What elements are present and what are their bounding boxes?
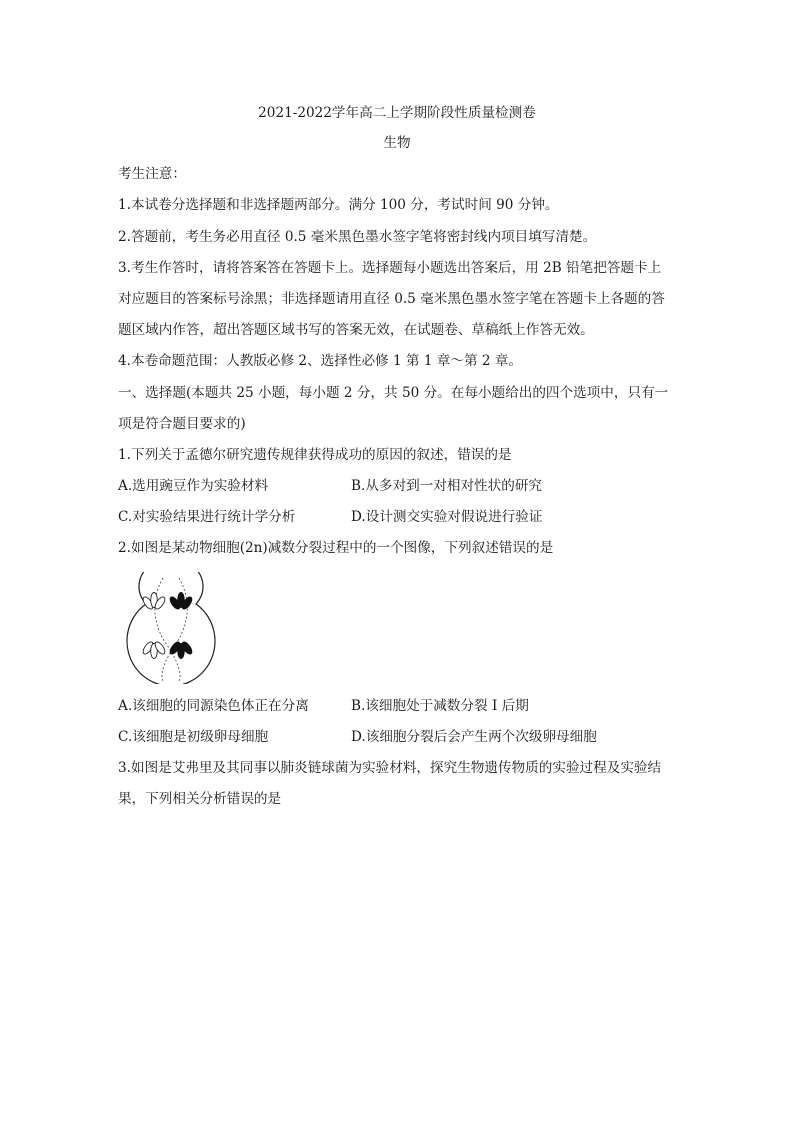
q1-option-b[interactable]: B.从多对到一对相对性状的研究	[351, 478, 543, 494]
cell-division-figure	[121, 572, 221, 684]
chromosome-black-upper	[168, 593, 193, 611]
question-3-stem: 3.如图是艾弗里及其同事以肺炎链球菌为实验材料，探究生物遗传物质的实验过程及实验结	[118, 760, 662, 776]
cell-membrane	[127, 572, 215, 684]
q2-option-d[interactable]: D.该细胞分裂后会产生两个次级卵母细胞	[351, 729, 597, 745]
q2-option-a[interactable]: A.该细胞的同源染色体正在分离	[118, 698, 309, 714]
question-1-stem: 1.下列关于孟德尔研究遗传规律获得成功的原因的叙述，错误的是	[118, 447, 512, 463]
exam-title: 2021-2022学年高二上学期阶段性质量检测卷	[258, 105, 536, 121]
question-2-stem: 2.如图是某动物细胞(2n)减数分裂过程中的一个图像，下列叙述错误的是	[118, 540, 554, 556]
q1-option-d[interactable]: D.设计测交实验对假说进行验证	[351, 509, 543, 525]
spindle-fiber	[162, 578, 187, 681]
question-3-stem-cont: 果，下列相关分析错误的是	[118, 791, 282, 807]
q1-option-c[interactable]: C.对实验结果进行统计学分析	[118, 509, 296, 525]
chromosome-black-lower	[168, 640, 193, 658]
notice-item: 4.本卷命题范围：人教版必修 2、选择性必修 1 第 1 章～第 2 章。	[118, 353, 523, 369]
q2-option-b[interactable]: B.该细胞处于减数分裂 I 后期	[351, 698, 529, 714]
notice-item: 题区域内作答，超出答题区域书写的答案无效，在试题卷、草稿纸上作答无效。	[118, 322, 594, 338]
section-heading: 一、选择题(本题共 25 小题，每小题 2 分，共 50 分。在每小题给出的四个选项中，只有一	[118, 385, 669, 401]
notice-item: 1.本试卷分选择题和非选择题两部分。满分 100 分，考试时间 90 分钟。	[118, 197, 559, 213]
notice-item: 2.答题前，考生务必用直径 0.5 毫米黑色墨水签字笔将密封线内项目填写清楚。	[118, 229, 597, 245]
notice-item: 对应题目的答案标号涂黑；非选择题请用直径 0.5 毫米黑色墨水签字笔在答题卡上各题的答	[118, 291, 665, 307]
chromosome-white-lower	[141, 640, 166, 658]
notice-item: 3.考生作答时，请将答案答在答题卡上。选择题每小题选出答案后，用 2B 铅笔把答题卡上	[118, 260, 662, 276]
section-heading-cont: 项是符合题目要求的)	[118, 416, 246, 432]
subject-title: 生物	[383, 135, 411, 151]
q1-option-a[interactable]: A.选用豌豆作为实验材料	[118, 478, 269, 494]
spindle-fiber	[155, 578, 180, 681]
chromosome-white-upper	[141, 593, 166, 611]
notice-heading: 考生注意：	[118, 166, 186, 182]
q2-option-c[interactable]: C.该细胞是初级卵母细胞	[118, 729, 269, 745]
